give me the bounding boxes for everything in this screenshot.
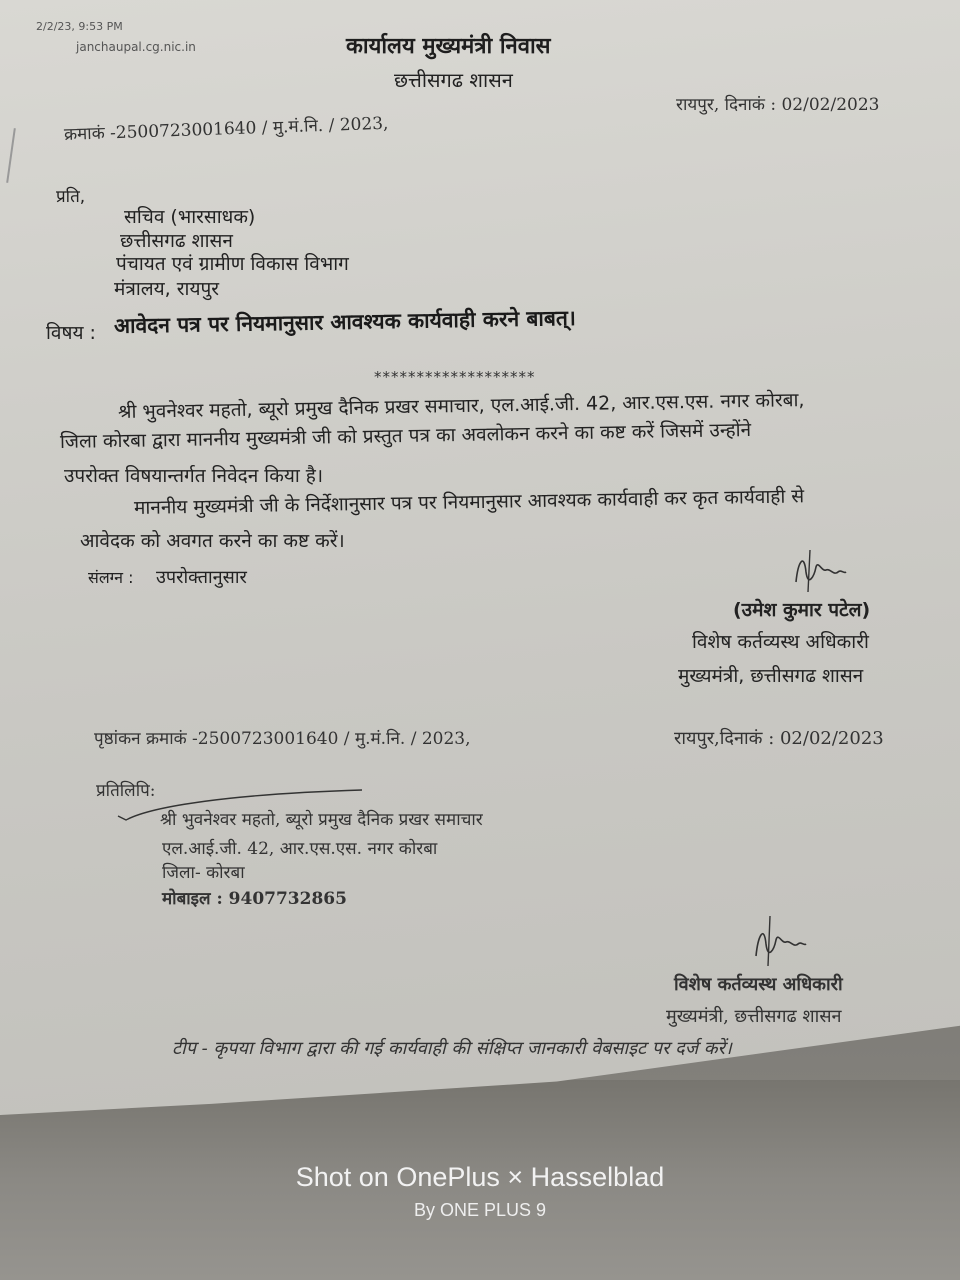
- separator: *******************: [374, 368, 536, 386]
- addressee-line: छत्तीसगढ शासन: [120, 230, 233, 252]
- signatory2-designation: विशेष कर्तव्यस्थ अधिकारी: [674, 974, 843, 995]
- addressee-line: सचिव (भारसाधक): [124, 206, 256, 228]
- paragraph-line: आवेदक को अवगत करने का कष्ट करें।: [80, 530, 345, 552]
- enclosure-label: संलग्न :: [88, 568, 134, 587]
- addressee-prefix: प्रति,: [56, 187, 86, 207]
- letterhead-govt: छत्तीसगढ शासन: [394, 68, 513, 92]
- copy-to-line: जिला- कोरबा: [162, 863, 245, 883]
- reference-number: क्रमाकं -2500723001640 / मु.मं.नि. / 2023,: [63, 113, 389, 145]
- paragraph-line: उपरोक्त विषयान्तर्गत निवेदन किया है।: [64, 465, 324, 487]
- addressee-line: मंत्रालय, रायपुर: [114, 278, 220, 300]
- signatory-designation: विशेष कर्तव्यस्थ अधिकारी: [692, 631, 869, 653]
- note-text: टीप - कृपया विभाग द्वारा की गई कार्यवाही की संक्षिप्त जानकारी वेबसाइट पर दर्ज करें।: [172, 1038, 732, 1059]
- addressee-line: पंचायत एवं ग्रामीण विकास विभाग: [116, 253, 349, 275]
- enclosure-value: उपरोक्तानुसार: [156, 567, 247, 588]
- camera-watermark-model: By ONE PLUS 9: [413, 1200, 547, 1220]
- print-datetime: 2/2/23, 9:53 PM: [36, 20, 123, 33]
- signatory2-office: मुख्यमंत्री, छत्तीसगढ शासन: [666, 1006, 842, 1027]
- signatory-office: मुख्यमंत्री, छत्तीसगढ शासन: [678, 665, 864, 687]
- signature-mark: [786, 542, 856, 602]
- subject-label: विषय :: [46, 322, 96, 344]
- copy-to-line: एल.आई.जी. 42, आर.एस.एस. नगर कोरबा: [162, 839, 438, 859]
- letterhead-office: कार्यालय मुख्यमंत्री निवास: [346, 34, 551, 59]
- copy-to-line: श्री भुवनेश्वर महतो, ब्यूरो प्रमुख दैनिक प्रखर समाचार: [160, 810, 483, 830]
- paragraph-line: माननीय मुख्यमंत्री जी के निर्देशानुसार पत्र पर नियमानुसार आवश्यक कार्यवाही कर कृत कार्यवाही से: [133, 485, 805, 519]
- endorsement-number: पृष्ठांकन क्रमाकं -2500723001640 / मु.मं.नि. / 2023,: [94, 729, 471, 749]
- copy-to-line: मोबाइल : 9407732865: [162, 889, 347, 909]
- print-url: janchaupal.cg.nic.in: [76, 40, 196, 54]
- signature-mark: [748, 912, 818, 972]
- paragraph-line: जिला कोरबा द्वारा माननीय मुख्यमंत्री जी को प्रस्तुत पत्र का अवलोकन करने का कष्ट करें जिसमें उन्होंने: [59, 418, 752, 453]
- camera-watermark: Shot on OnePlus × Hasselblad: [295, 1162, 665, 1192]
- signatory-name: (उमेश कुमार पटेल): [733, 599, 871, 621]
- paragraph-line: श्री भुवनेश्वर महतो, ब्यूरो प्रमुख दैनिक प्रखर समाचार, एल.आई.जी. 42, आर.एस.एस. नगर कोरबा,: [117, 389, 805, 423]
- reference-place-date: रायपुर, दिनाकं : 02/02/2023: [676, 95, 880, 115]
- copy-to-label: प्रतिलिपि:: [96, 781, 156, 801]
- endorsement-place-date: रायपुर,दिनाकं : 02/02/2023: [674, 728, 884, 749]
- subject-text: आवेदन पत्र पर नियमानुसार आवश्यक कार्यवाही करने बाबत्।: [113, 305, 576, 338]
